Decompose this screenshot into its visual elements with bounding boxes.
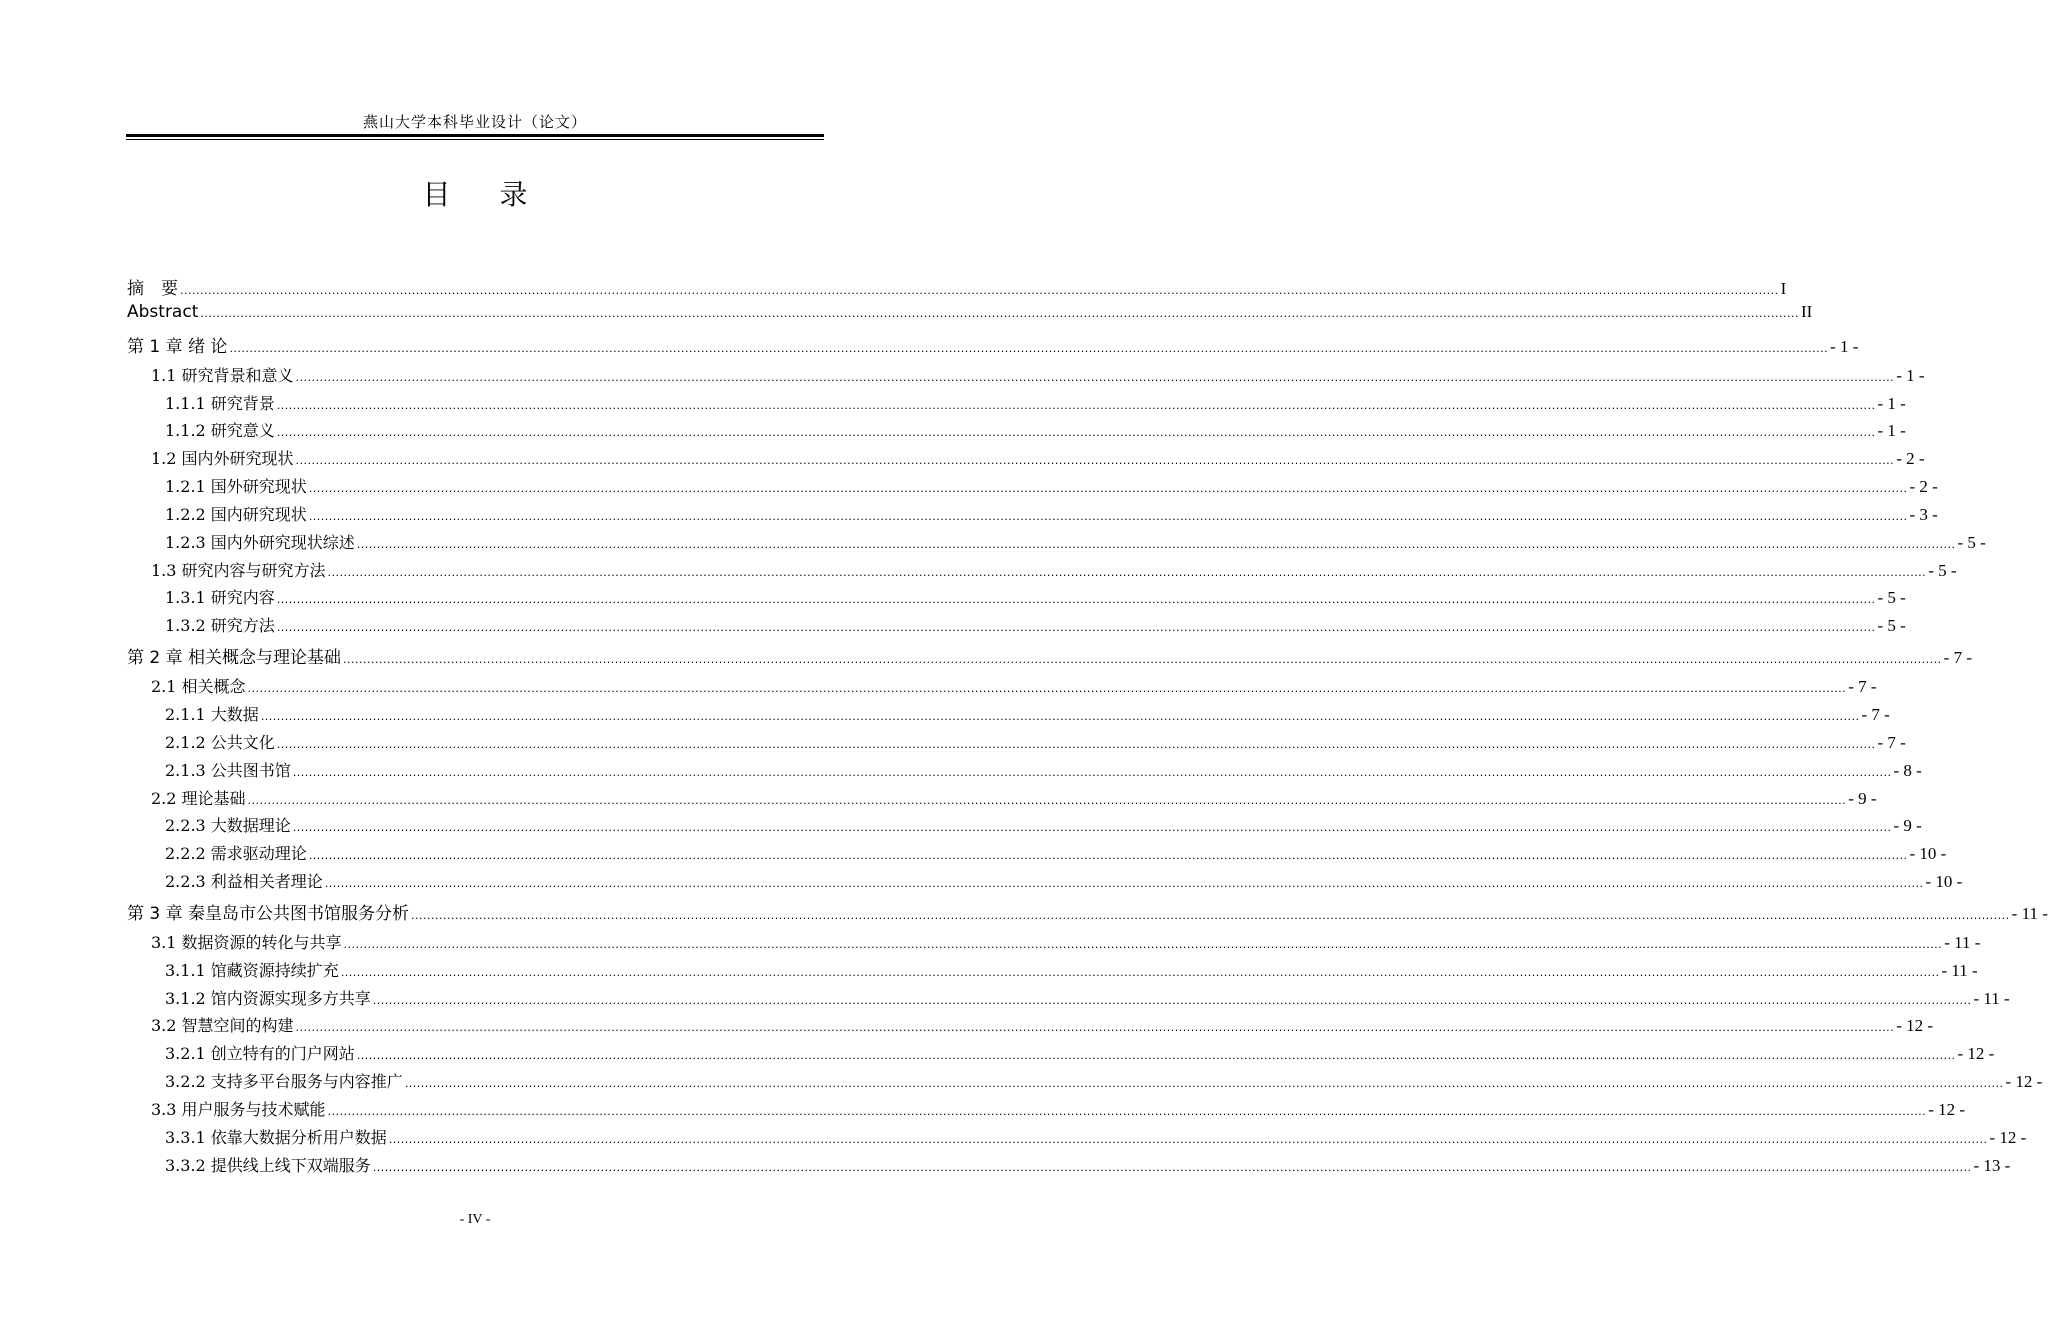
toc-dot-leader: ................................................................................................................................................................................................................................................................................................................................................................................................................ — [292, 765, 1892, 779]
toc-dot-leader: ................................................................................................................................................................................................................................................................................................................................................................................................................ — [276, 737, 1876, 751]
running-header-title: 燕山大学本科毕业设计（论文） — [362, 113, 587, 131]
toc-entry-page: - 1 - — [1877, 393, 1906, 413]
toc-entry[interactable] — [127, 897, 2048, 930]
toc-dot-leader: ................................................................................................................................................................................................................................................................................................................................................................................................................ — [372, 1160, 1972, 1174]
toc-entry-page: - 1 - — [1877, 421, 1906, 441]
toc-entry[interactable] — [127, 1125, 2027, 1153]
toc-dot-leader: ................................................................................................................................................................................................................................................................................................................................................................................................................ — [327, 1104, 1927, 1118]
toc-entry-label: 1.2.3 国内外研究现状综述 — [165, 532, 355, 552]
toc-dot-leader: ................................................................................................................................................................................................................................................................................................................................................................................................................ — [276, 593, 1876, 607]
toc-dot-leader: ................................................................................................................................................................................................................................................................................................................................................................................................................ — [356, 537, 1956, 551]
header-rule-thick — [126, 134, 824, 137]
toc-entry[interactable] — [127, 730, 1906, 758]
toc-entry[interactable] — [127, 869, 1963, 897]
toc-dot-leader: ................................................................................................................................................................................................................................................................................................................................................................................................................ — [372, 993, 1972, 1007]
toc-entry[interactable] — [127, 502, 1938, 530]
toc-entry[interactable] — [127, 930, 1981, 958]
toc-entry-page: - 5 - — [1877, 588, 1906, 608]
toc-entry-page: - 12 - — [1957, 1044, 1995, 1064]
toc-entry-label: 3.1.2 馆内资源实现多方共享 — [165, 988, 371, 1008]
toc-entry[interactable] — [127, 558, 1957, 586]
toc-dot-leader: ................................................................................................................................................................................................................................................................................................................................................................................................................ — [327, 565, 1927, 579]
table-of-contents — [127, 274, 2048, 1180]
toc-entry[interactable] — [127, 641, 1972, 674]
toc-entry[interactable] — [127, 1069, 2043, 1097]
toc-entry-page: - 1 - — [1896, 365, 1925, 385]
toc-dot-leader: ................................................................................................................................................................................................................................................................................................................................................................................................................ — [247, 793, 1847, 807]
toc-entry[interactable] — [127, 1097, 1966, 1125]
toc-entry[interactable] — [127, 613, 1906, 641]
toc-entry-label: 2.2.3 利益相关者理论 — [165, 872, 323, 892]
toc-entry-page: II — [1801, 301, 1813, 321]
toc-dot-leader: ................................................................................................................................................................................................................................................................................................................................................................................................................ — [229, 341, 1829, 355]
toc-entry-label: 2.1.3 公共图书馆 — [165, 760, 291, 780]
toc-entry-page: - 12 - — [1896, 1016, 1934, 1036]
toc-entry-page: - 11 - — [1944, 932, 1981, 952]
toc-entry[interactable] — [127, 813, 1922, 841]
toc-entry[interactable] — [127, 330, 1859, 363]
toc-entry-label: Abstract — [127, 301, 199, 322]
toc-entry-label: 2.2.2 需求驱动理论 — [165, 844, 307, 864]
toc-entry[interactable] — [127, 274, 1787, 302]
toc-dot-leader: ................................................................................................................................................................................................................................................................................................................................................................................................................ — [388, 1132, 1988, 1146]
toc-title: 目 录 — [422, 178, 548, 211]
toc-entry[interactable] — [127, 758, 1922, 786]
toc-entry[interactable] — [127, 363, 1925, 391]
toc-entry-page: - 11 - — [1941, 960, 1978, 980]
header-rule-thin — [126, 139, 824, 140]
toc-entry-page: I — [1780, 279, 1787, 298]
toc-entry-page: - 5 - — [1877, 616, 1906, 636]
toc-entry-page: - 5 - — [1957, 532, 1986, 552]
toc-dot-leader: ................................................................................................................................................................................................................................................................................................................................................................................................................ — [324, 877, 1924, 891]
toc-dot-leader: ................................................................................................................................................................................................................................................................................................................................................................................................................ — [276, 621, 1876, 635]
toc-entry-page: - 2 - — [1896, 449, 1925, 469]
toc-entry-label: 1.3 研究内容与研究方法 — [151, 560, 326, 580]
toc-dot-leader: ................................................................................................................................................................................................................................................................................................................................................................................................................ — [200, 306, 1800, 320]
toc-entry-label: 2.1 相关概念 — [151, 677, 246, 697]
toc-dot-leader: ................................................................................................................................................................................................................................................................................................................................................................................................................ — [180, 284, 1779, 297]
toc-entry-page: - 12 - — [2005, 1072, 2043, 1092]
toc-entry-page: - 5 - — [1928, 560, 1957, 580]
toc-entry-label: 3.3.2 提供线上线下双端服务 — [165, 1155, 371, 1175]
toc-entry-page: - 7 - — [1861, 704, 1890, 724]
toc-entry[interactable] — [127, 841, 1947, 869]
toc-entry-page: - 12 - — [1928, 1099, 1966, 1119]
toc-entry-label: 3.2.2 支持多平台服务与内容推广 — [165, 1072, 403, 1092]
toc-dot-leader: ................................................................................................................................................................................................................................................................................................................................................................................................................ — [292, 821, 1892, 835]
toc-entry[interactable] — [127, 1153, 2011, 1181]
toc-entry-label: 2.1.1 大数据 — [165, 704, 259, 724]
toc-entry-page: - 3 - — [1909, 504, 1938, 524]
toc-dot-leader: ................................................................................................................................................................................................................................................................................................................................................................................................................ — [308, 482, 1908, 496]
toc-dot-leader: ................................................................................................................................................................................................................................................................................................................................................................................................................ — [343, 937, 1943, 951]
toc-entry-label: 3.3 用户服务与技术赋能 — [151, 1099, 326, 1119]
toc-dot-leader: ................................................................................................................................................................................................................................................................................................................................................................................................................ — [343, 653, 1942, 667]
toc-dot-leader: ................................................................................................................................................................................................................................................................................................................................................................................................................ — [295, 454, 1895, 468]
toc-entry-label: 3.2.1 创立特有的门户网站 — [165, 1044, 355, 1064]
toc-entry-label: 第 1 章 绪 论 — [127, 336, 228, 357]
toc-dot-leader: ................................................................................................................................................................................................................................................................................................................................................................................................................ — [276, 426, 1876, 440]
toc-entry[interactable] — [127, 786, 1877, 814]
toc-dot-leader: ................................................................................................................................................................................................................................................................................................................................................................................................................ — [308, 509, 1908, 523]
toc-entry-label: 1.1.1 研究背景 — [165, 393, 275, 413]
toc-entry[interactable] — [127, 530, 1986, 558]
toc-entry[interactable] — [127, 585, 1906, 613]
toc-entry-page: - 10 - — [1925, 872, 1963, 892]
toc-entry-label: 1.3.1 研究内容 — [165, 588, 275, 608]
toc-entry-page: - 7 - — [1877, 732, 1906, 752]
toc-entry-page: - 11 - — [1973, 988, 2010, 1008]
toc-entry-label: 1.1.2 研究意义 — [165, 421, 275, 441]
toc-entry[interactable] — [127, 958, 1978, 986]
toc-dot-leader: ................................................................................................................................................................................................................................................................................................................................................................................................................ — [295, 370, 1895, 384]
toc-entry[interactable] — [127, 301, 1813, 330]
toc-entry-label: 3.1.1 馆藏资源持续扩充 — [165, 960, 339, 980]
toc-entry-label: 第 2 章 相关概念与理论基础 — [127, 648, 342, 669]
toc-dot-leader: ................................................................................................................................................................................................................................................................................................................................................................................................................ — [356, 1049, 1956, 1063]
toc-entry-label: 2.2 理论基础 — [151, 788, 246, 808]
toc-entry-page: - 7 - — [1848, 677, 1877, 697]
toc-entry-label: 1.3.2 研究方法 — [165, 616, 275, 636]
toc-entry[interactable] — [127, 474, 1938, 502]
toc-entry-page: - 2 - — [1909, 477, 1938, 497]
toc-entry-page: - 13 - — [1973, 1155, 2011, 1175]
toc-entry-page: - 12 - — [1989, 1127, 2027, 1147]
toc-entry-page: - 1 - — [1830, 336, 1859, 356]
toc-entry[interactable] — [127, 702, 1890, 730]
toc-dot-leader: ................................................................................................................................................................................................................................................................................................................................................................................................................ — [411, 908, 2010, 922]
toc-entry-page: - 9 - — [1848, 788, 1877, 808]
toc-entry-label: 1.2 国内外研究现状 — [151, 449, 294, 469]
toc-dot-leader: ................................................................................................................................................................................................................................................................................................................................................................................................................ — [295, 1021, 1895, 1035]
toc-entry-label: 1.2.2 国内研究现状 — [165, 504, 307, 524]
toc-entry-page: - 7 - — [1943, 648, 1972, 668]
toc-dot-leader: ................................................................................................................................................................................................................................................................................................................................................................................................................ — [404, 1077, 2004, 1091]
toc-dot-leader: ................................................................................................................................................................................................................................................................................................................................................................................................................ — [340, 965, 1940, 979]
toc-entry[interactable] — [127, 391, 1906, 419]
toc-entry-label: 2.1.2 公共文化 — [165, 732, 275, 752]
toc-entry-label: 摘 要 — [127, 279, 178, 299]
toc-dot-leader: ................................................................................................................................................................................................................................................................................................................................................................................................................ — [276, 398, 1876, 412]
toc-entry[interactable] — [127, 446, 1925, 474]
toc-entry[interactable] — [127, 674, 1877, 702]
toc-entry-label: 2.2.3 大数据理论 — [165, 816, 291, 836]
toc-dot-leader: ................................................................................................................................................................................................................................................................................................................................................................................................................ — [260, 709, 1860, 723]
toc-entry-page: - 10 - — [1909, 844, 1947, 864]
toc-dot-leader: ................................................................................................................................................................................................................................................................................................................................................................................................................ — [247, 682, 1847, 696]
toc-entry[interactable] — [127, 418, 1906, 446]
toc-entry-page: - 9 - — [1893, 816, 1922, 836]
toc-entry-page: - 8 - — [1893, 760, 1922, 780]
toc-entry-label: 3.1 数据资源的转化与共享 — [151, 932, 342, 952]
toc-entry-label: 1.1 研究背景和意义 — [151, 365, 294, 385]
toc-entry[interactable] — [127, 1041, 1995, 1069]
toc-entry-label: 1.2.1 国外研究现状 — [165, 477, 307, 497]
footer-page-number: - IV - — [459, 1212, 491, 1227]
toc-dot-leader: ................................................................................................................................................................................................................................................................................................................................................................................................................ — [308, 849, 1908, 863]
toc-entry-label: 第 3 章 秦皇岛市公共图书馆服务分析 — [127, 903, 410, 924]
toc-entry[interactable] — [127, 1013, 1934, 1041]
toc-entry[interactable] — [127, 986, 2010, 1014]
toc-entry-label: 3.2 智慧空间的构建 — [151, 1016, 294, 1036]
toc-entry-page: - 11 - — [2011, 903, 2048, 923]
toc-entry-label: 3.3.1 依靠大数据分析用户数据 — [165, 1127, 387, 1147]
